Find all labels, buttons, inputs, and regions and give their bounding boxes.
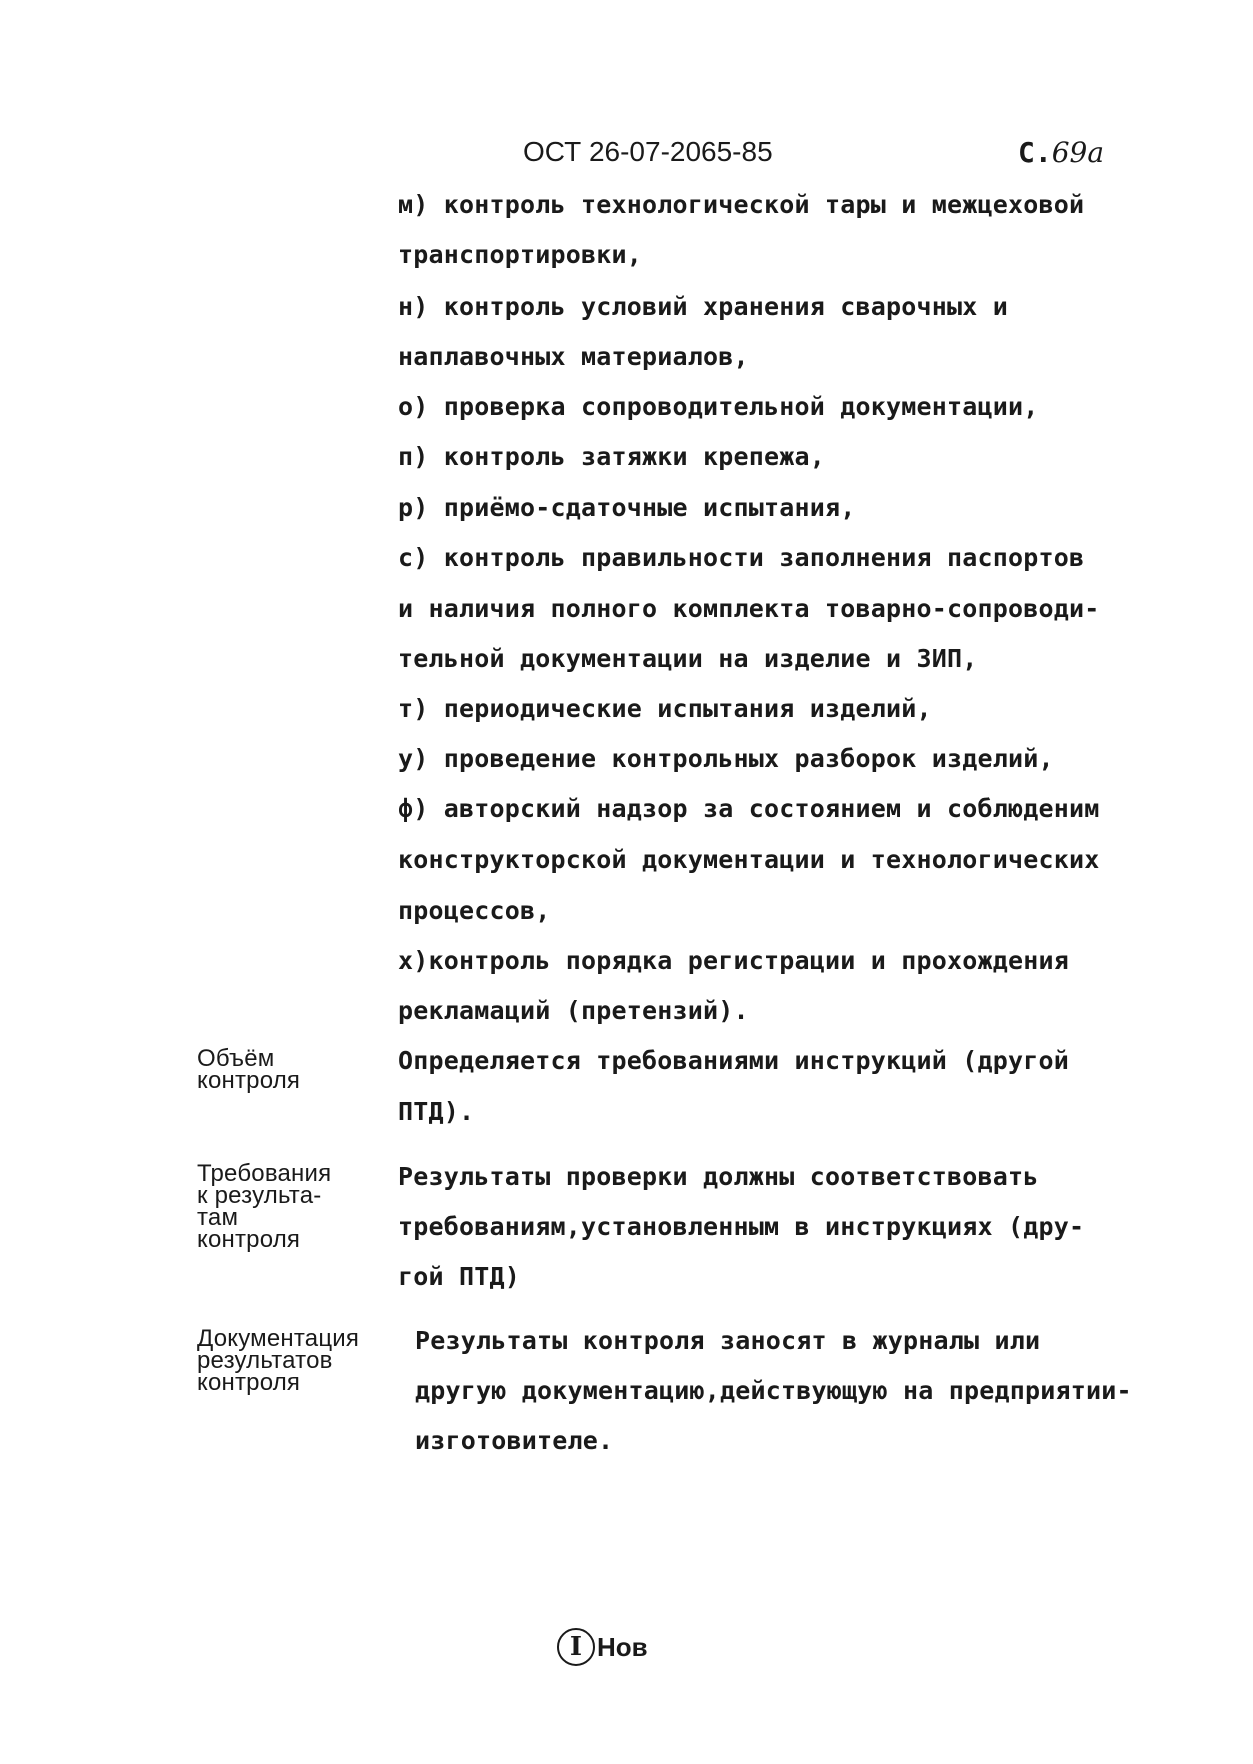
change-type: Нов [597, 1631, 648, 1662]
section-label: Требования к результа- там контроля [197, 1160, 332, 1253]
list-item: процессов, [398, 896, 551, 925]
list-item: о) проверка сопроводительной документации, [398, 392, 1039, 421]
list-item: р) приёмо-сдаточные испытания, [398, 493, 856, 522]
list-item: наплавочных материалов, [398, 342, 749, 371]
list-item: н) контроль условий хранения сварочных и [398, 292, 1009, 321]
list-item: с) контроль правильности заполнения паспортов [398, 543, 1085, 572]
page-number-suffix: а [1087, 136, 1105, 169]
page-header [0, 136, 1253, 176]
list-item: п) контроль затяжки крепежа, [398, 442, 826, 471]
section-text-line: Определяется требованиями инструкций (другой [398, 1046, 1070, 1075]
page-number [1018, 136, 1104, 169]
section-text-line: изготовителе. [415, 1426, 614, 1455]
document-code: ОСТ 26-07-2065-85 [523, 136, 773, 167]
section-text-line: ПТД). [398, 1097, 475, 1126]
section-label: Документация результатов контроля [197, 1325, 360, 1396]
list-item: рекламаций (претензий). [398, 996, 749, 1025]
list-item: транспортировки, [398, 240, 643, 269]
section-label: Объём контроля [197, 1045, 301, 1094]
section-text-line: требованиям,установленным в инструкциях (дру- [398, 1212, 1085, 1241]
list-item: т) периодические испытания изделий, [398, 694, 932, 723]
section-text-line: Результаты контроля заносят в журналы или [415, 1326, 1041, 1355]
list-item: конструкторской документации и технологических [398, 845, 1100, 874]
list-item: и наличия полного комплекта товарно-сопроводи- [398, 594, 1100, 623]
section-text-line: другую документацию,действующую на предприятии- [415, 1376, 1132, 1405]
page-number-value: 69 [1051, 136, 1088, 169]
list-item: тельной документации на изделие и ЗИП, [398, 644, 978, 673]
list-item: у) проведение контрольных разборок изделий, [398, 744, 1054, 773]
list-item: м) контроль технологической тары и межцеховой [398, 190, 1085, 219]
list-item: х)контроль порядка регистрации и прохождения [398, 946, 1070, 975]
page-number-prefix: С. [1018, 136, 1052, 169]
list-item: ф) авторский надзор за состоянием и соблюденим [398, 794, 1100, 823]
section-text-line: гой ПТД) [398, 1262, 521, 1291]
change-mark [557, 1625, 648, 1669]
section-text-line: Результаты проверки должны соответствовать [398, 1162, 1039, 1191]
change-number-circle: I [557, 1628, 595, 1666]
